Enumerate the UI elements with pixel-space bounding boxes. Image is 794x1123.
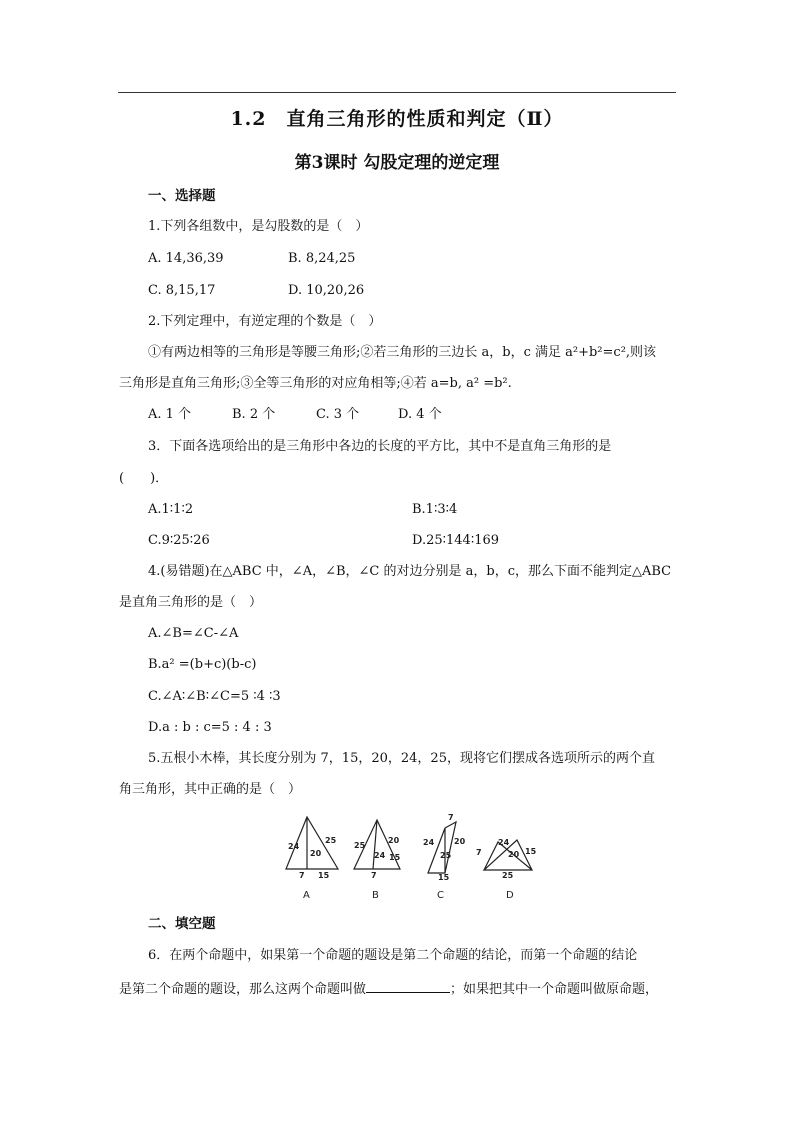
header-rule [118, 92, 676, 93]
q1-option-a: A. 14,36,39 [148, 251, 224, 266]
q1-option-c: C. 8,15,17 [148, 283, 216, 298]
fig-d-num-25: 25 [502, 871, 514, 880]
fig-c-num-24: 24 [423, 838, 435, 847]
fig-b-num-7: 7 [371, 871, 377, 880]
fig-a-num-25: 25 [325, 836, 337, 845]
fig-label-c: C [437, 890, 444, 901]
fig-c-num-20: 20 [454, 837, 466, 846]
q6-answer-blank[interactable] [366, 980, 450, 993]
fig-b-num-25: 25 [354, 841, 366, 850]
q2-body-line2: 三角形是直角三角形;③全等三角形的对应角相等;④若 a=b, a² =b². [119, 376, 512, 391]
section-heading-choice: 一、选择题 [148, 188, 216, 204]
fig-a-num-7: 7 [299, 871, 305, 880]
page-title: 1.2 直角三角形的性质和判定（Ⅱ） [230, 108, 564, 130]
q3-option-b: B.1∶3∶4 [412, 502, 458, 517]
q4-option-c: C.∠A∶∠B∶∠C=5 ∶4 ∶3 [148, 689, 281, 704]
fig-d-num-7: 7 [476, 848, 482, 857]
fig-a-num-24: 24 [288, 842, 300, 851]
q4-option-b: B.a² =(b+c)(b-c) [148, 657, 257, 672]
fig-d-num-20: 20 [508, 850, 520, 859]
section-heading-fill: 二、填空题 [148, 916, 216, 932]
q2-option-b: B. 2 个 [232, 407, 276, 422]
q5-stem-line1: 5.五根小木棒，其长度分别为 7，15，20，24，25，现将它们摆成各选项所示的两个直 [148, 751, 655, 766]
q6-line2 [119, 980, 658, 998]
q3-option-c: C.9∶25∶26 [148, 533, 210, 548]
q4-stem-line1: 4.(易错题)在△ABC 中，∠A，∠B，∠C 的对边分别是 a，b，c，那么下面不能判定△ABC [148, 564, 672, 579]
q5-stem-line2: 角三角形，其中正确的是（ ） [119, 782, 302, 797]
fig-b-num-20: 20 [388, 836, 400, 845]
q3-stem-line2: ( )． [119, 471, 169, 486]
q3-option-a: A.1∶1∶2 [148, 502, 194, 517]
fig-d-num-24: 24 [498, 838, 510, 847]
fig-b-num-24: 24 [374, 851, 386, 860]
q2-stem: 2.下列定理中，有逆定理的个数是（ ） [148, 314, 382, 329]
fig-b-num-15: 15 [389, 853, 401, 862]
q3-stem-line1: 3．下面各选项给出的是三角形中各边的长度的平方比，其中不是直角三角形的是 [148, 439, 612, 454]
q1-stem: 1.下列各组数中，是勾股数的是（ ） [148, 219, 369, 234]
q2-option-d: D. 4 个 [398, 407, 442, 422]
q2-option-c: C. 3 个 [316, 407, 360, 422]
fig-d-num-15: 15 [525, 847, 537, 856]
fig-label-a: A [303, 890, 310, 901]
fig-label-d: D [506, 890, 514, 901]
q4-stem-line2: 是直角三角形的是（ ） [119, 595, 263, 610]
q6-line1: 6．在两个命题中，如果第一个命题的题设是第二个命题的结论，而第一个命题的结论 [148, 948, 638, 963]
q4-option-a: A.∠B=∠C-∠A [148, 626, 239, 641]
fig-c-num-15: 15 [438, 873, 450, 882]
fig-a-num-15: 15 [318, 871, 330, 880]
fig-c-num-25: 25 [440, 851, 452, 860]
q1-option-b: B. 8,24,25 [288, 251, 356, 266]
q2-body-line1: ①有两边相等的三角形是等腰三角形;②若三角形的三边长 a，b，c 满足 a²+b²=c²,则该 [148, 345, 657, 360]
q5-triangle-figures [270, 810, 550, 905]
q6-line2-part2: ；如果把其中一个命题叫做原命题， [450, 982, 659, 997]
q3-option-d: D.25∶144∶169 [412, 533, 500, 548]
fig-label-b: B [372, 890, 379, 901]
page-subtitle: 第3课时 勾股定理的逆定理 [294, 153, 500, 173]
q1-option-d: D. 10,20,26 [288, 283, 365, 298]
q6-line2-part1: 是第二个命题的题设，那么这两个命题叫做 [119, 982, 367, 997]
q4-option-d: D.a : b : c=5 : 4 : 3 [148, 720, 272, 735]
q2-option-a: A. 1 个 [148, 407, 192, 422]
fig-c-num-7: 7 [448, 813, 454, 822]
fig-a-num-20: 20 [310, 849, 322, 858]
